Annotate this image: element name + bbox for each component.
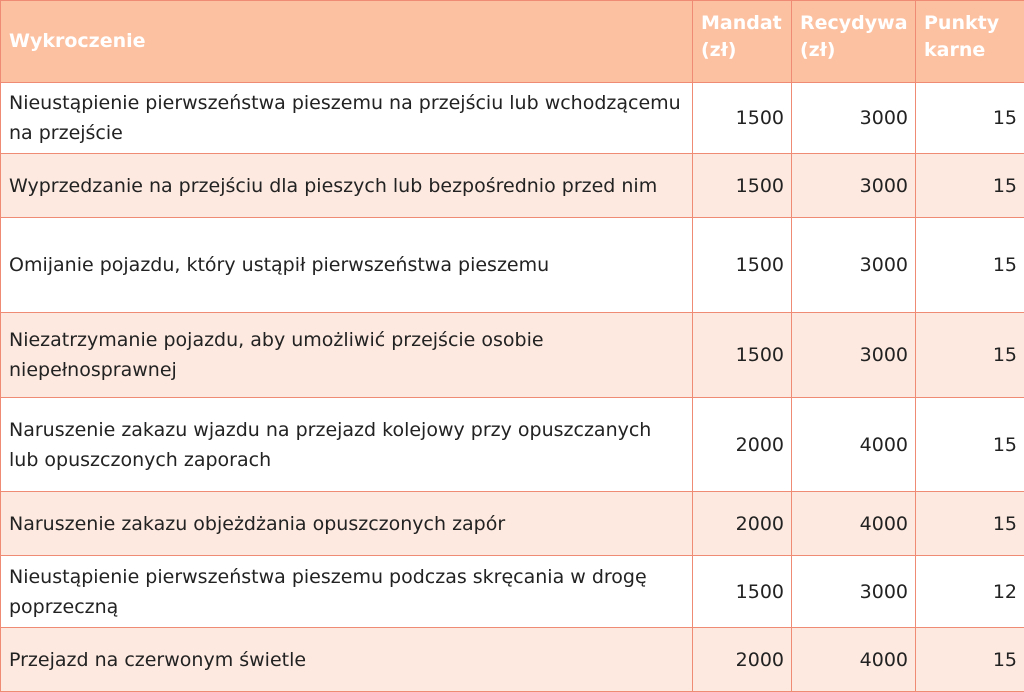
repeat-cell: 3000 xyxy=(792,313,916,398)
table-row xyxy=(1,313,1024,398)
table-row xyxy=(1,154,1024,218)
table-row xyxy=(1,83,1024,154)
repeat-cell: 3000 xyxy=(792,218,916,313)
offense-cell: Wyprzedzanie na przejściu dla pieszych lub bezpośrednio przed nim xyxy=(1,154,693,218)
offense-cell: Przejazd na czerwonym świetle xyxy=(1,628,693,692)
points-cell: 15 xyxy=(916,218,1024,313)
points-cell: 15 xyxy=(916,154,1024,218)
table-row xyxy=(1,398,1024,492)
fine-cell: 1500 xyxy=(693,83,792,154)
points-cell: 15 xyxy=(916,398,1024,492)
table-header xyxy=(1,1,1024,83)
header-row xyxy=(1,1,1024,83)
fine-cell: 1500 xyxy=(693,556,792,628)
points-cell: 15 xyxy=(916,83,1024,154)
offense-cell: Omijanie pojazdu, który ustąpił pierwszeństwa pieszemu xyxy=(1,218,693,313)
repeat-cell: 4000 xyxy=(792,492,916,556)
header-points: Punkty karne xyxy=(916,1,1024,83)
offense-cell: Naruszenie zakazu wjazdu na przejazd kolejowy przy opuszczanych lub opuszczonych zaporach xyxy=(1,398,693,492)
points-cell: 15 xyxy=(916,313,1024,398)
points-cell: 15 xyxy=(916,628,1024,692)
offense-cell: Nieustąpienie pierwszeństwa pieszemu na przejściu lub wchodzącemu na przejście xyxy=(1,83,693,154)
offense-cell: Naruszenie zakazu objeżdżania opuszczonych zapór xyxy=(1,492,693,556)
points-cell: 15 xyxy=(916,492,1024,556)
fine-cell: 1500 xyxy=(693,313,792,398)
table-row xyxy=(1,556,1024,628)
table-row xyxy=(1,628,1024,692)
table-row xyxy=(1,492,1024,556)
offense-cell: Niezatrzymanie pojazdu, aby umożliwić przejście osobie niepełnosprawnej xyxy=(1,313,693,398)
repeat-cell: 4000 xyxy=(792,628,916,692)
fine-cell: 2000 xyxy=(693,398,792,492)
table-body xyxy=(1,83,1024,692)
fine-cell: 2000 xyxy=(693,628,792,692)
offense-cell: Nieustąpienie pierwszeństwa pieszemu podczas skręcania w drogę poprzeczną xyxy=(1,556,693,628)
header-repeat: Recydywa (zł) xyxy=(792,1,916,83)
points-cell: 12 xyxy=(916,556,1024,628)
repeat-cell: 3000 xyxy=(792,556,916,628)
table-row xyxy=(1,218,1024,313)
repeat-cell: 3000 xyxy=(792,83,916,154)
fine-cell: 1500 xyxy=(693,154,792,218)
fine-cell: 2000 xyxy=(693,492,792,556)
fine-cell: 1500 xyxy=(693,218,792,313)
header-offense: Wykroczenie xyxy=(1,1,693,83)
repeat-cell: 3000 xyxy=(792,154,916,218)
repeat-cell: 4000 xyxy=(792,398,916,492)
header-fine: Mandat (zł) xyxy=(693,1,792,83)
